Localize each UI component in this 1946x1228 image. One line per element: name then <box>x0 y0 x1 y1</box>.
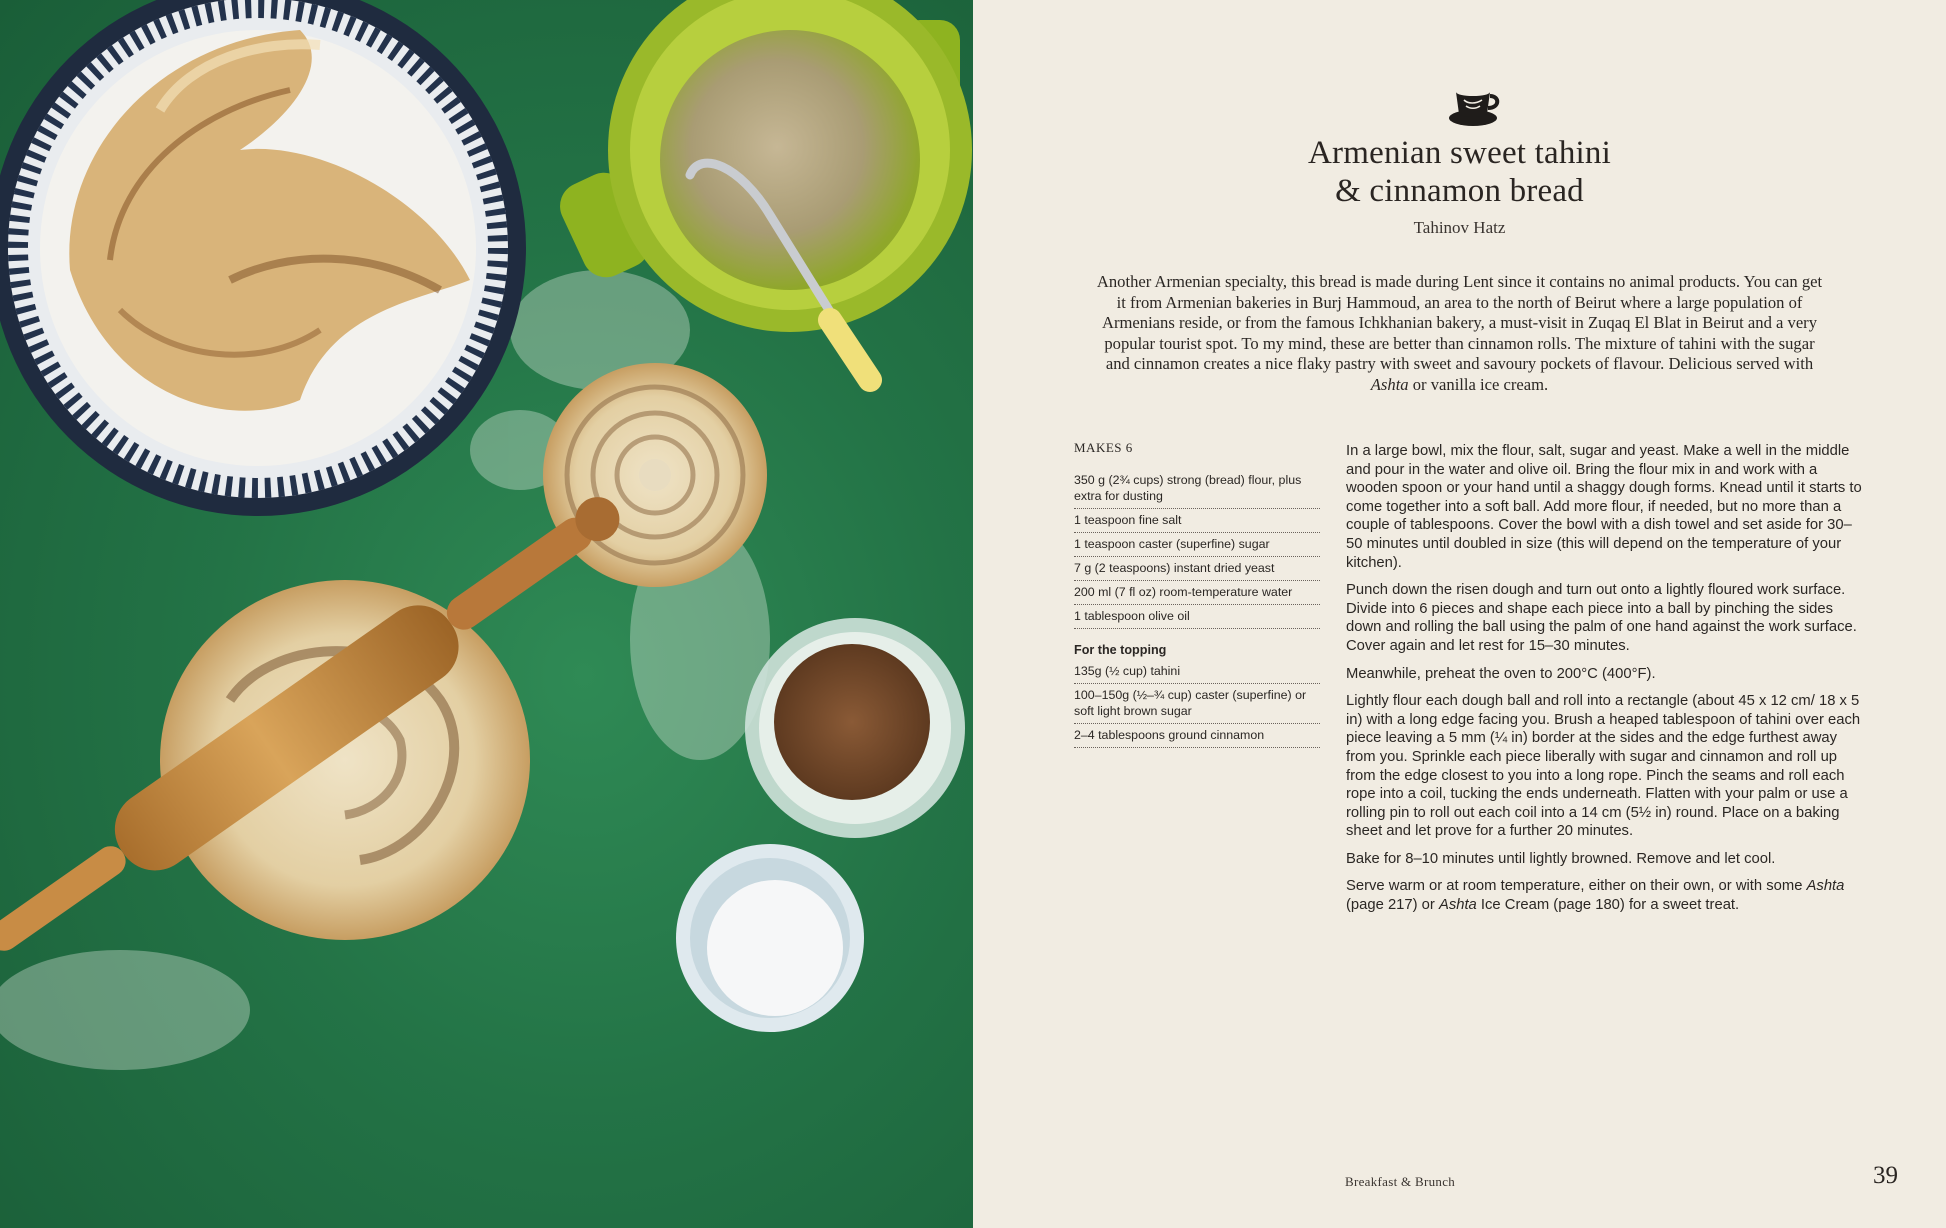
serving-emphasis: Ashta <box>1438 897 1477 914</box>
ingredient-item: 1 tablespoon olive oil <box>1074 605 1320 629</box>
title-line-2: & cinnamon bread <box>1335 173 1584 209</box>
recipe-subtitle: Tahinov Hatz <box>1413 218 1506 237</box>
ingredient-item: 1 teaspoon caster (superfine) sugar <box>1074 533 1320 557</box>
plate <box>0 0 526 516</box>
method-step: Meanwhile, preheat the oven to 200°C (400°F). <box>1346 665 1656 682</box>
method-step: Bake for 8–10 minutes until lightly browned. Remove and let cool. <box>1346 850 1776 867</box>
sugar-jar <box>676 844 864 1032</box>
method-step: In a large bowl, mix the flour, salt, sugar and yeast. Make a well in the middle and pour in the water and olive oil. Bring the flour mix in and work with a wooden spoon or your hand until a shaggy dough forms. Knead until it starts to come together into a soft ball. Add more flour, if needed, but no more than a couple of tablespoons. Cover the bowl with a dish towel and set aside for 30–50 minutes until doubled in size (this will depend on the temperature of your kitchen). <box>1346 443 1862 571</box>
yield-label: MAKES 6 <box>1074 440 1133 455</box>
topping-item: 100–150g (½–¾ cup) caster (superfine) or soft light brown sugar <box>1074 684 1320 724</box>
topping-item: 2–4 tablespoons ground cinnamon <box>1074 724 1320 748</box>
intro-text: Another Armenian specialty, this bread is made during Lent since it contains no animal products. You can get it from Armenian bakeries in Burj Hammoud, an area to the north of Beirut where a large population of Armenians reside, or from the famous Ichkhanian bakery, a must-visit in Zuqaq El Blat in Beirut and a very popular tourist spot. To my mind, these are better than cinnamon rolls. The mixture of tahini with the sugar and cinnamon creates a nice flaky pastry with sweet and savoury pockets of flavour. Delicious served with <box>1096 272 1823 373</box>
recipe-page <box>973 0 1946 1228</box>
page-number: 39 <box>1873 1162 1898 1189</box>
method-step-serving <box>1346 877 1866 914</box>
title-line-1: Armenian sweet tahini <box>1308 135 1611 171</box>
intro-paragraph <box>1093 272 1826 395</box>
ingredient-item: 7 g (2 teaspoons) instant dried yeast <box>1074 557 1320 581</box>
method-step: Lightly flour each dough ball and roll into a rectangle (about 45 x 12 cm/ 18 x 5 in) with a long edge facing you. Brush a heaped tablespoon of tahini over each piece leaving a 5 mm (¼ in) border at the sides and the edge furthest away from you. Sprinkle each piece liberally with sugar and cinnamon and roll up from the edge closest to you into a long rope. Pinch the seams and roll each rope into a coil, tucking the ends underneath. Flatten with your palm or use a rolling pin to roll out each coil into a 14 cm (5½ in) round. Place on a baking sheet and let prove for a further 20 minutes. <box>1346 693 1861 840</box>
ingredient-item: 350 g (2¾ cups) strong (bread) flour, plus extra for dusting <box>1074 469 1320 509</box>
ingredient-item: 200 ml (7 fl oz) room-temperature water <box>1074 581 1320 605</box>
coffee-cup-icon <box>1446 78 1502 130</box>
serving-text: (page 217) or <box>1346 897 1439 914</box>
intro-emphasis: Ashta <box>1370 374 1409 394</box>
topping-item: 135g (½ cup) tahini <box>1074 660 1320 684</box>
ingredients-column <box>1074 440 1320 748</box>
topping-list <box>1074 660 1320 748</box>
serving-text: Serve warm or at room temperature, either on their own, or with some <box>1346 878 1807 895</box>
intro-text-end: or vanilla ice cream. <box>1408 374 1549 394</box>
recipe-title <box>1073 134 1846 210</box>
section-footer: Breakfast & Brunch <box>1345 1174 1456 1189</box>
serving-text: Ice Cream (page 180) for a sweet treat. <box>1476 897 1740 914</box>
method-step: Punch down the risen dough and turn out onto a lightly floured work surface. Divide into 6 pieces and shape each piece into a ball by pinching the sides down and rolling the ball using the palm of one hand against the work surface. Cover again and let rest for 15–30 minutes. <box>1346 582 1857 654</box>
method-column <box>1346 442 1866 924</box>
ingredient-list <box>1074 469 1320 629</box>
topping-heading: For the topping <box>1074 643 1167 657</box>
serving-emphasis: Ashta <box>1806 878 1845 895</box>
ingredient-item: 1 teaspoon fine salt <box>1074 509 1320 533</box>
cinnamon-bowl <box>745 618 965 838</box>
